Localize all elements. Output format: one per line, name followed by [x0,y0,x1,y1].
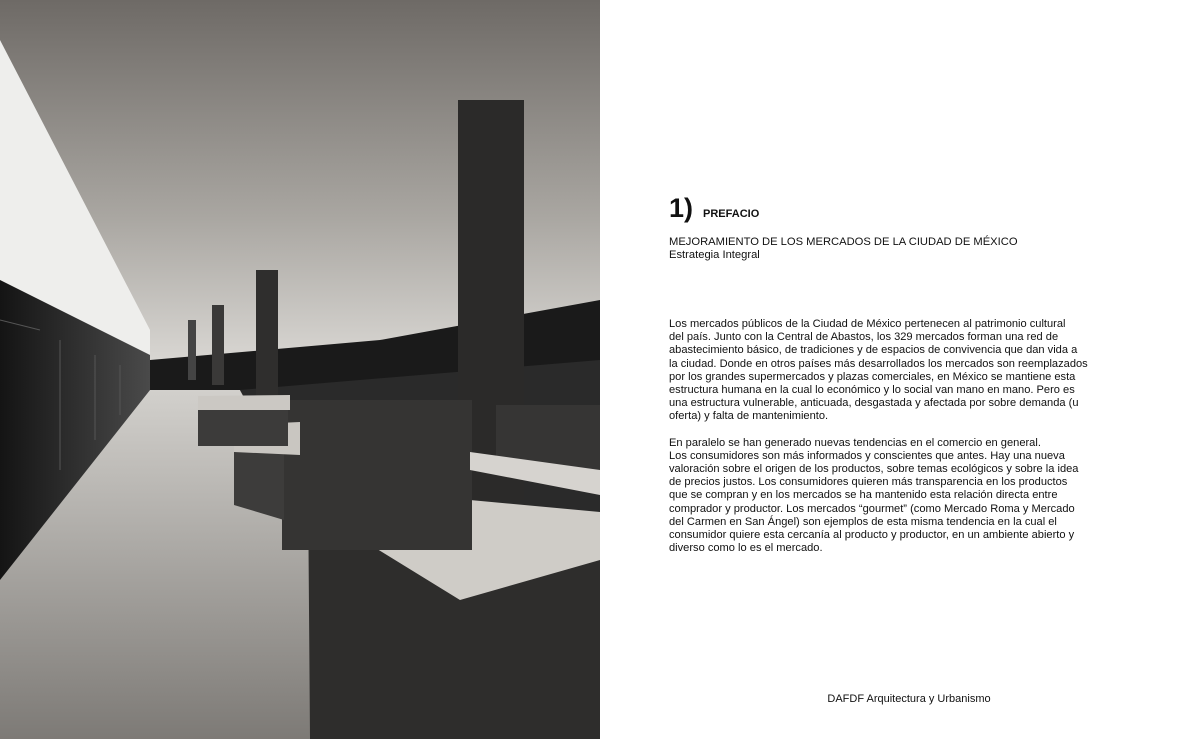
paragraph-line: comprador y productor. Los mercados “gourmet” (como Mercado Roma y Mercado [669,502,1075,515]
paragraph-line: En paralelo se han generado nuevas tendencias en el comercio en general. [669,436,1041,449]
paragraph-line: abastecimiento básico, de tradiciones y de espacios de convivencia que dan vida a [669,344,1078,357]
paragraph-line: consumidor quiere esta cercanía al producto y productor, en un ambiente abierto y [669,529,1075,542]
body-text [669,318,1117,568]
document-subtitle [669,236,1018,262]
paragraph-line: la ciudad. Donde en otros países más desarrollados los mercados son reemplazados [669,357,1088,370]
paragraph-2 [669,437,1117,556]
paragraph-line: de precios justos. Los consumidores quieren más transparencia en los productos [669,476,1068,489]
text-page [600,0,1200,739]
section-heading [669,193,759,224]
paragraph-1 [669,318,1117,424]
paragraph-line: Los consumidores son más informados y conscientes que antes. Hay una nueva [669,449,1065,462]
paragraph-line: oferta) y falta de mantenimiento. [669,410,829,423]
paragraph-line: por los grandes supermercados y plazas comerciales, en México se mantiene esta [669,370,1076,383]
paragraph-line: del Carmen en San Ángel) son ejemplos de esta misma tendencia en la cual el [669,515,1057,528]
paragraph-line: del país. Junto con la Central de Abastos, los 329 mercados forman una red de [669,331,1059,344]
paragraph-line: estructura humana en la cual lo económico y lo social van mano en mano. Pero es [669,384,1075,397]
paragraph-line: valoración sobre el origen de los productos, sobre temas ecológicos y sobre la idea [669,463,1079,476]
document-subtitle-text: Estrategia Integral [669,249,760,261]
paragraph-line: que se compran y en los mercados se ha mantenido esta relación directa entre [669,489,1058,502]
paragraph-line: diverso como lo es el mercado. [669,542,823,555]
paragraph-line: una estructura vulnerable, anticuada, desgastada y afectada por sobre demanda (u [669,397,1079,410]
section-number: 1) [669,193,694,223]
document-title: MEJORAMIENTO DE LOS MERCADOS DE LA CIUDAD DE MÉXICO [669,236,1018,248]
paragraph-line: Los mercados públicos de la Ciudad de México pertenecen al patrimonio cultural [669,318,1066,330]
footer-credit: DAFDF Arquitectura y Urbanismo [827,693,991,705]
section-label: PREFACIO [703,208,760,220]
